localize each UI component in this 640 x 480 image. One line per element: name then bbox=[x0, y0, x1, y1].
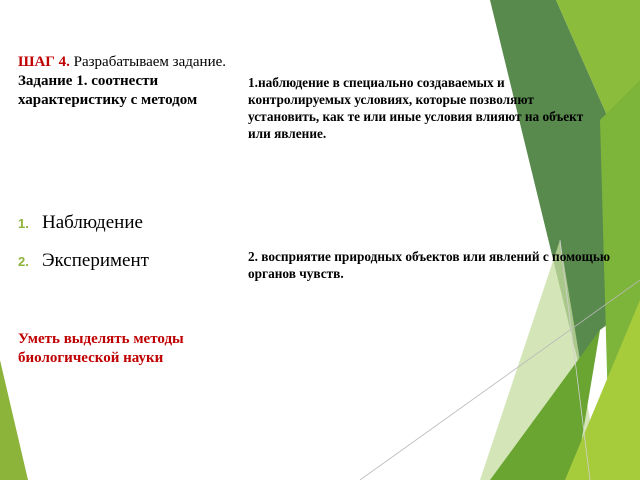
list-item bbox=[18, 212, 149, 250]
step-header bbox=[18, 52, 240, 110]
left-edge-stripe bbox=[0, 360, 28, 480]
step-description: Разрабатываем задание. bbox=[69, 54, 227, 70]
method-observation: Наблюдение bbox=[42, 212, 143, 233]
list-item bbox=[18, 250, 149, 288]
methods-list bbox=[18, 212, 149, 288]
definition-2: 2. восприятие природных объектов или явлений с помощью органов чувств. bbox=[248, 249, 611, 281]
definition-1: 1.наблюдение в специально создаваемых и контролируемых условиях, которые позволяют установить, как те или иные условия влияют на объект или явление. bbox=[248, 75, 584, 141]
goal-text: Уметь выделять методы биологической науки bbox=[18, 331, 184, 366]
task-text: Задание 1. соотнести характеристику с методом bbox=[18, 73, 198, 108]
list-number: 2. bbox=[18, 254, 29, 269]
method-experiment: Эксперимент bbox=[42, 250, 149, 271]
list-number: 1. bbox=[18, 216, 29, 231]
step-label: ШАГ 4. bbox=[18, 54, 70, 70]
